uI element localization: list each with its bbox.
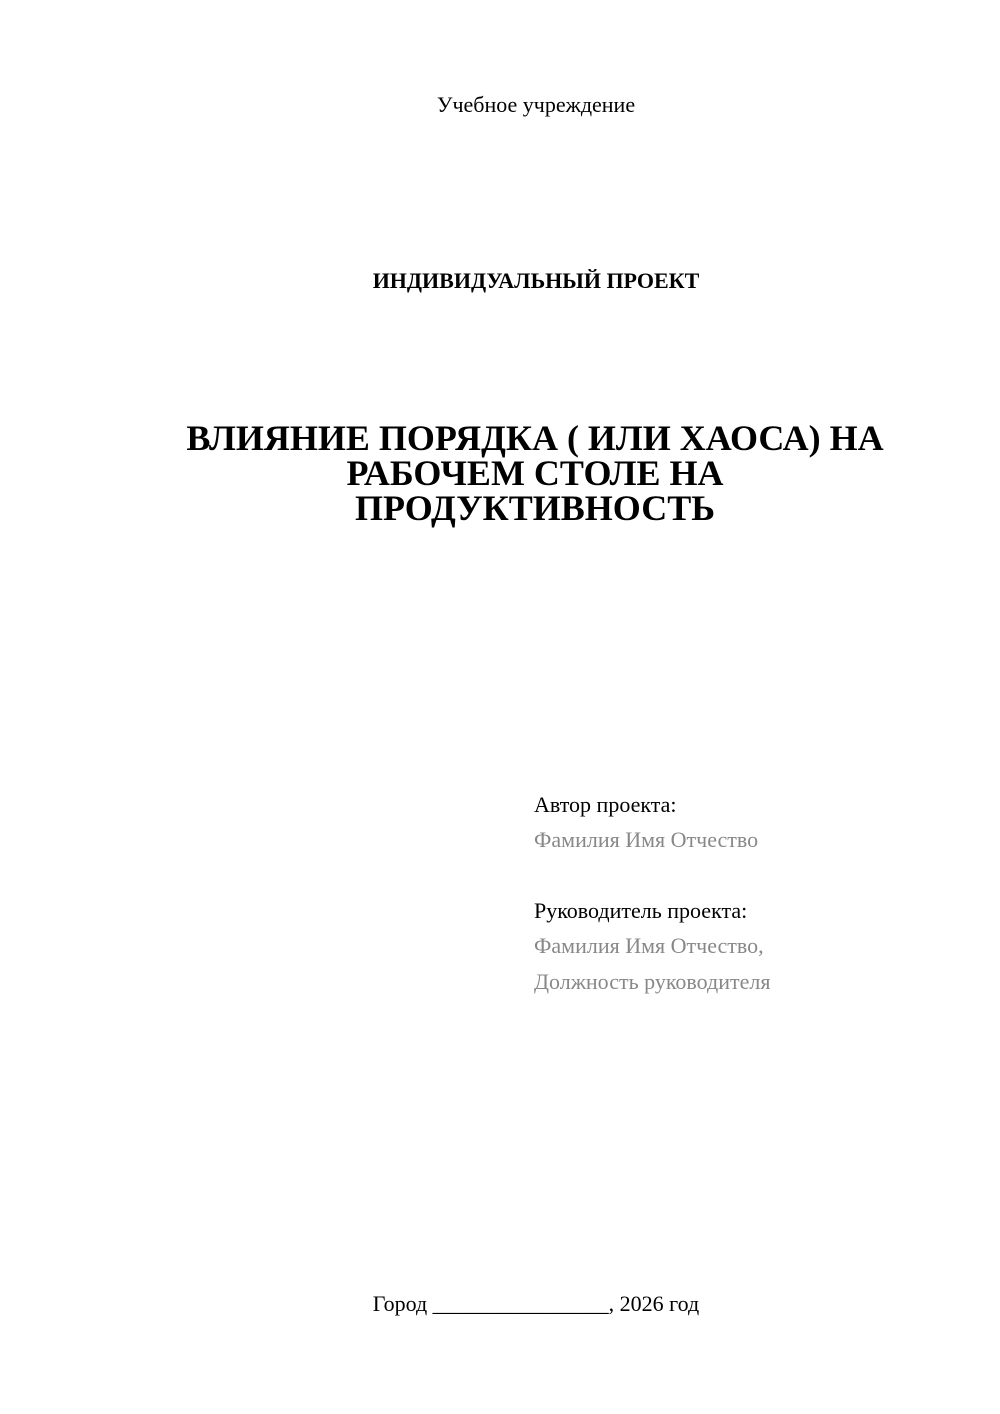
author-name: Фамилия Имя Отчество [534,827,759,852]
supervisor-block [534,894,974,1000]
project-title-line: ПРОДУКТИВНОСТЬ [355,488,715,528]
project-title [120,418,950,528]
author-block [534,788,974,858]
document-type: ИНДИВИДУАЛЬНЫЙ ПРОЕКТ [372,268,700,293]
supervisor-name: Фамилия Имя Отчество, [534,933,764,958]
institution-name: Учебное учреждение [436,92,636,117]
project-title-line: РАБОЧЕМ СТОЛЕ НА [346,453,724,493]
author-label: Автор проекта: [534,792,677,817]
supervisor-position: Должность руководителя [534,969,771,994]
project-title-line: ВЛИЯНИЕ ПОРЯДКА ( ИЛИ ХАОСА) НА [186,418,884,458]
city-year-footer: Город ________________, 2026 год [372,1291,700,1316]
supervisor-label: Руководитель проекта: [534,898,748,923]
